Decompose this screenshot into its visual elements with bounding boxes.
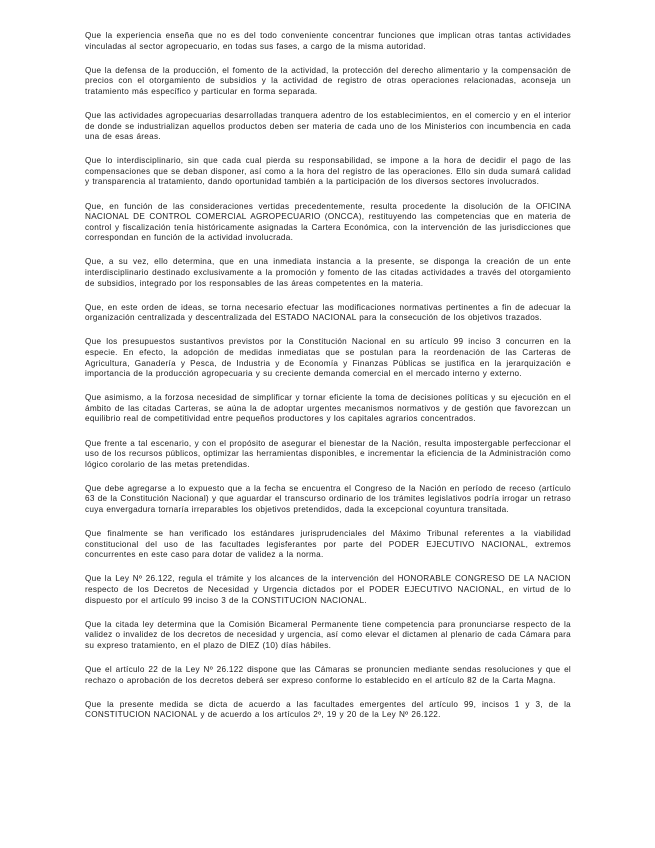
- paragraph-11: Que debe agregarse a lo expuesto que a la fecha se encuentra el Congreso de la Nación en período de receso (artículo 63 de la Constitución Nacional) y que aguardar el transcurso ordinario de los trámites legislativos podría irrogar un retraso cuya envergadura tornaría irreparables los objetivos pretendidos, dada la excepcional coyuntura transitada.: [85, 483, 571, 514]
- paragraph-7: Que, en este orden de ideas, se torna necesario efectuar las modificaciones normativas pertinentes a fin de adecuar la organización centralizada y descentralizada del ESTADO NACIONAL para la consecución de los objetivos trazados.: [85, 302, 571, 323]
- paragraph-8: Que los presupuestos sustantivos previstos por la Constitución Nacional en su artículo 99 inciso 3 concurren en la especie. En efecto, la adopción de medidas inmediatas que se postulan para la reordenación de las Carteras de Agricultura, Ganadería y Pesca, de Industria y de Economía y Finanzas Públicas se justifica en la jerarquización e importancia de la producción agropecuaria y su creciente demanda comercial en el mercado interno y externo.: [85, 337, 571, 379]
- document-page: [85, 31, 571, 734]
- paragraph-9: Que asimismo, a la forzosa necesidad de simplificar y tornar eficiente la toma de decisiones políticas y su ejecución en el ámbito de las citadas Carteras, se aúna la de adoptar urgentes mecanismos normativos y de gestión que favorezcan un equilibrio real de competitividad entre pequeños productores y los capitales agrarios concentrados.: [85, 393, 571, 424]
- paragraph-15: Que el artículo 22 de la Ley Nº 26.122 dispone que las Cámaras se pronuncien mediante sendas resoluciones y que el rechazo o aprobación de los decretos deberá ser expreso conforme lo establecido en el artículo 82 de la Carta Magna.: [85, 664, 571, 685]
- paragraph-13: Que la Ley Nº 26.122, regula el trámite y los alcances de la intervención del HONORABLE CONGRESO DE LA NACION respecto de los Decretos de Necesidad y Urgencia dictados por el PODER EJECUTIVO NACIONAL, en virtud de lo dispuesto por el artículo 99 inciso 3 de la CONSTITUCION NACIONAL.: [85, 574, 571, 605]
- paragraph-5: Que, en función de las consideraciones vertidas precedentemente, resulta procedente la disolución de la OFICINA NACIONAL DE CONTROL COMERCIAL AGROPECUARIO (ONCCA), restituyendo las competencias que en materia de control y fiscalización tenía históricamente asignadas la Cartera Económica, con la intervención de las jurisdicciones que correspondan en función de la actividad involucrada.: [85, 201, 571, 243]
- paragraph-2: Que la defensa de la producción, el fomento de la actividad, la protección del derecho alimentario y la compensación de precios con el otorgamiento de subsidios y la actividad de registro de otras operaciones relacionadas, aconseja un tratamiento más específico y particular en forma separada.: [85, 65, 571, 96]
- paragraph-12: Que finalmente se han verificado los estándares jurisprudenciales del Máximo Tribunal referentes a la viabilidad constitucional del uso de las facultades legisferantes por parte del PODER EJECUTIVO NACIONAL, extremos concurrentes en este caso para dotar de validez a la norma.: [85, 529, 571, 560]
- paragraph-3: Que las actividades agropecuarias desarrolladas tranquera adentro de los establecimientos, en el comercio y en el interior de donde se industrializan aquellos productos deben ser materia de cada uno de los Ministerios con incumbencia en cada una de esas áreas.: [85, 110, 571, 142]
- paragraph-4: Que lo interdisciplinario, sin que cada cual pierda su responsabilidad, se impone a la hora de decidir el pago de las compensaciones que se deban disponer, así como a la hora del registro de las operaciones. Ello sin duda sumará calidad y transparencia al tratamiento, dando oportunidad también a la participación de los diversos sectores involucrados.: [85, 156, 571, 187]
- paragraph-10: Que frente a tal escenario, y con el propósito de asegurar el bienestar de la Nación, resulta impostergable perfeccionar el uso de los recursos públicos, optimizar las herramientas disponibles, e incrementar la eficiencia de la Administración como lógico corolario de las metas pretendidas.: [85, 438, 571, 469]
- paragraph-6: Que, a su vez, ello determina, que en una inmediata instancia a la presente, se disponga la creación de un ente interdisciplinario destinado exclusivamente a la promoción y fomento de las citadas actividades a través del otorgamiento de subsidios, integrado por los responsables de las áreas competentes en la materia.: [85, 257, 571, 288]
- paragraph-14: Que la citada ley determina que la Comisión Bicameral Permanente tiene competencia para pronunciarse respecto de la validez o invalidez de los decretos de necesidad y urgencia, así como elevar el dictamen al plenario de cada Cámara para su expreso tratamiento, en el plazo de DIEZ (10) días hábiles.: [85, 619, 571, 650]
- paragraph-1: Que la experiencia enseña que no es del todo conveniente concentrar funciones que implican otras tantas actividades vinculadas al sector agropecuario, en todas sus fases, a cargo de la misma autoridad.: [85, 31, 571, 51]
- paragraph-16: Que la presente medida se dicta de acuerdo a las facultades emergentes del artículo 99, incisos 1 y 3, de la CONSTITUCION NACIONAL y de acuerdo a los artículos 2º, 19 y 20 de la Ley Nº 26.122.: [85, 699, 571, 720]
